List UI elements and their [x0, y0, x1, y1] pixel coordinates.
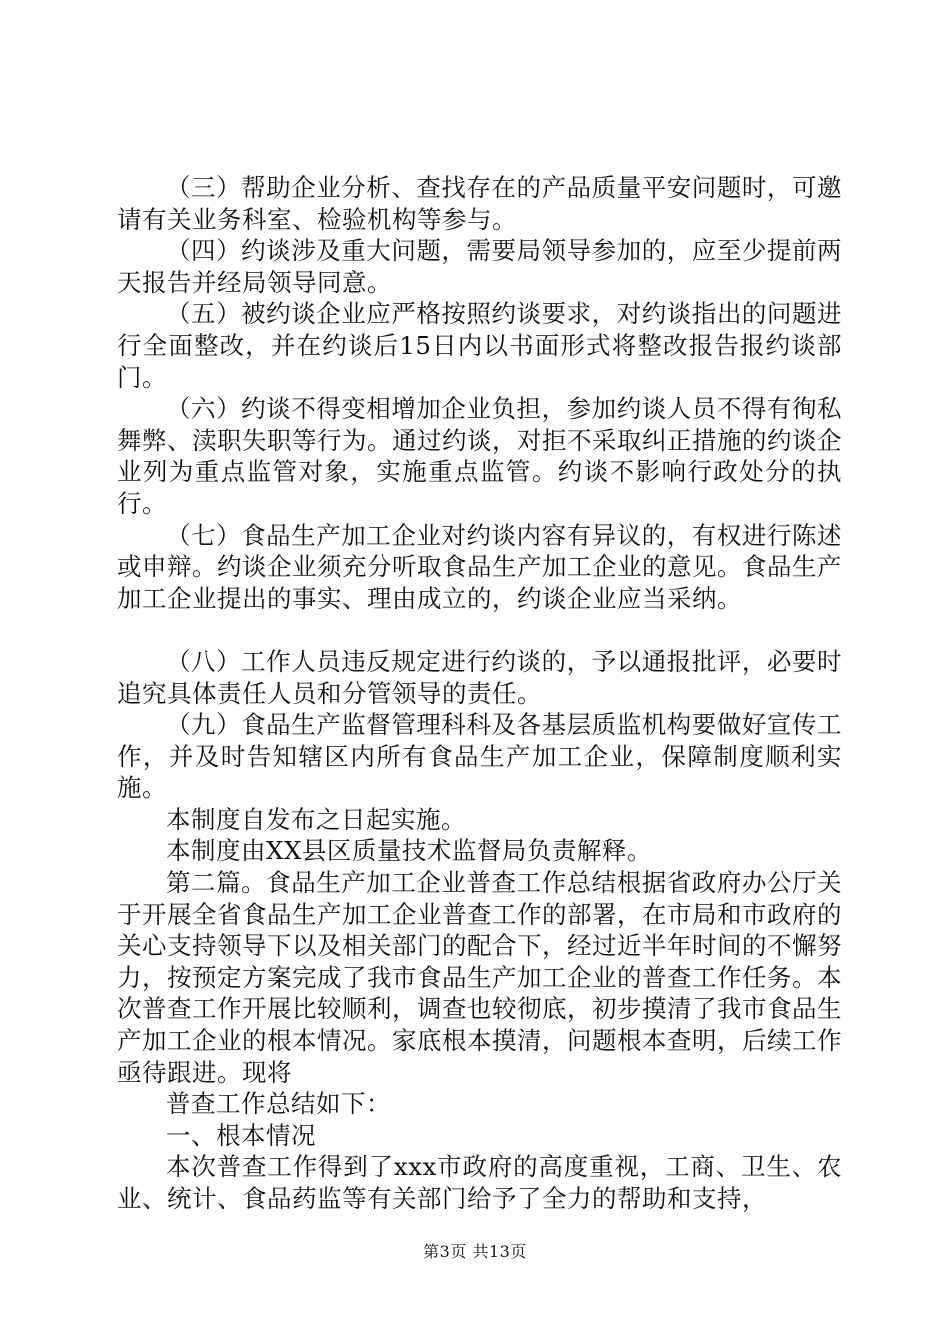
paragraph-8: （八）工作人员违反规定进行约谈的，予以通报批评，必要时追究具体责任人员和分管领导的责任。 — [117, 646, 842, 708]
part-two-paragraph: 第二篇。食品生产加工企业普查工作总结根据省政府办公厅关于开展全省食品生产加工企业普查工作的部署，在市局和市政府的关心支持领导下以及相关部门的配合下，经过近半年时间的不懈努力，按预定方案完成了我市食品生产加工企业的普查工作任务。本次普查工作开展比较顺利，调查也较彻底，初步摸清了我市食品生产加工企业的根本情况。家底根本摸清，问题根本查明，后续工作亟待跟进。现将 — [117, 868, 842, 1087]
paragraph-gap — [117, 614, 842, 646]
paragraph-6: （六）约谈不得变相增加企业负担，参加约谈人员不得有徇私舞弊、渎职失职等行为。通过约谈，对拒不采取纠正措施的约谈企业列为重点监管对象，实施重点监管。约谈不影响行政处分的执行。 — [117, 394, 842, 518]
paragraph-5: （五）被约谈企业应严格按照约谈要求，对约谈指出的问题进行全面整改，并在约谈后15日内以书面形式将整改报告报约谈部门。 — [117, 299, 842, 392]
paragraph-3: （三）帮助企业分析、查找存在的产品质量平安问题时，可邀请有关业务科室、检验机构等参与。 — [117, 173, 842, 234]
page-number-footer: 第3页 共13页 — [423, 1242, 527, 1261]
basic-situation-paragraph: 本次普查工作得到了xxx市政府的高度重视，工商、卫生、农业、统计、食品药监等有关部门给予了全力的帮助和支持， — [117, 1152, 842, 1213]
paragraph-9: （九）食品生产监督管理科科及各基层质监机构要做好宣传工作，并及时告知辖区内所有食品生产加工企业，保障制度顺利实施。 — [117, 710, 842, 803]
summary-intro-paragraph: 普查工作总结如下： — [166, 1089, 391, 1119]
section-heading-basic-situation: 一、根本情况 — [166, 1120, 316, 1150]
effective-date-paragraph: 本制度自发布之日起实施。 — [166, 804, 466, 834]
interpretation-paragraph: 本制度由XX县区质量技术监督局负责解释。 — [166, 836, 652, 866]
paragraph-4: （四）约谈涉及重大问题，需要局领导参加的，应至少提前两天报告并经局领导同意。 — [117, 236, 842, 297]
paragraph-7: （七）食品生产加工企业对约谈内容有异议的，有权进行陈述或申辩。约谈企业须充分听取食品生产加工企业的意见。食品生产加工企业提出的事实、理由成立的，约谈企业应当采纳。 — [117, 520, 842, 613]
document-body — [117, 172, 842, 1215]
